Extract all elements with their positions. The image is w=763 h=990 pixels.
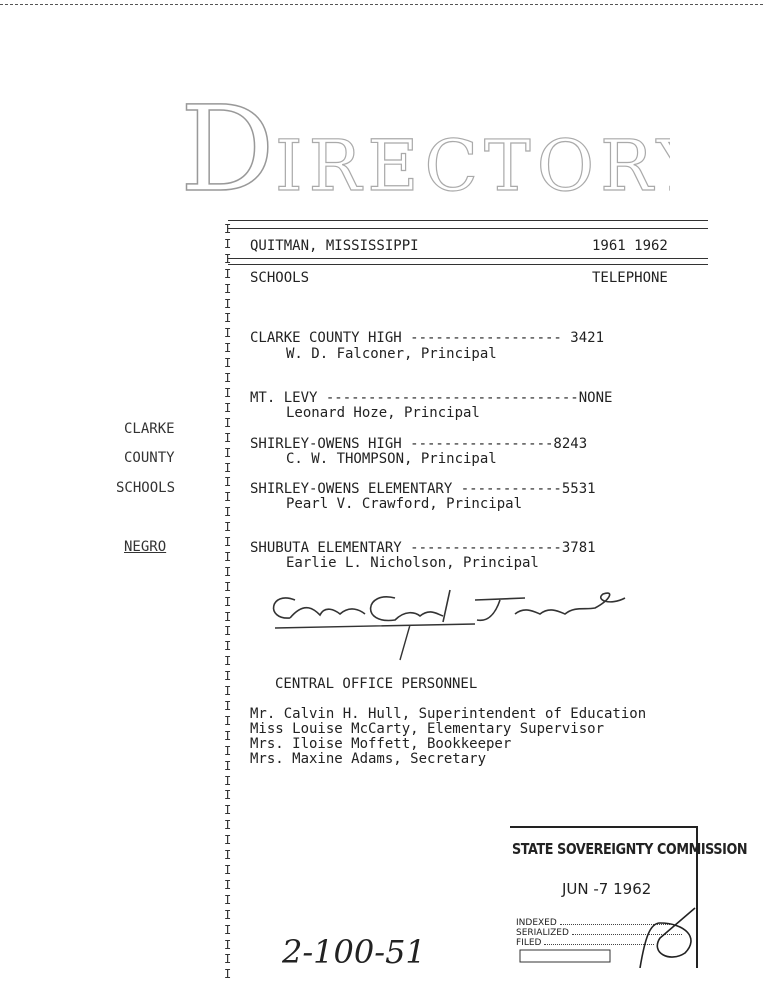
margin-marks: I I I I I I I I I I I I I I I I I I I I I I I I I I I I I I I I I I I I I I I I I I I I I I I I I I I xyxy=(224,222,232,982)
side-label-negro: NEGRO xyxy=(124,539,167,555)
page-top-border xyxy=(0,4,763,5)
handwritten-file-number xyxy=(282,925,462,975)
stamp-row-serialized-label: SERIALIZED xyxy=(516,928,569,938)
stamp-date: JUN -7 1962 xyxy=(562,880,652,898)
file-number-art xyxy=(282,925,462,975)
staff-3: Mrs. Iloise Moffett, Bookkeeper xyxy=(250,736,512,752)
signature-scribble xyxy=(265,580,645,670)
directory-masthead xyxy=(170,85,670,205)
rule-top-1 xyxy=(228,220,708,221)
handwritten-signature xyxy=(265,580,645,670)
column-schools: SCHOOLS xyxy=(250,270,310,286)
header-city: QUITMAN, MISSISSIPPI xyxy=(250,238,419,254)
staff-4: Mrs. Maxine Adams, Secretary xyxy=(250,751,487,767)
svg-text:IRECTORY: IRECTORY xyxy=(275,125,670,205)
school-line-1: CLARKE COUNTY HIGH ------------------ 3421 xyxy=(250,330,605,346)
school-principal-3: C. W. THOMPSON, Principal xyxy=(286,451,497,467)
side-label-clarke: CLARKE xyxy=(124,421,175,437)
rule-mid-2 xyxy=(228,264,708,265)
stamp-row-filed-label: FILED xyxy=(516,938,542,948)
central-office-heading: CENTRAL OFFICE PERSONNEL xyxy=(275,676,478,692)
school-line-4: SHIRLEY-OWENS ELEMENTARY ------------5531 xyxy=(250,481,596,497)
school-principal-2: Leonard Hoze, Principal xyxy=(286,405,480,421)
svg-text:D: D xyxy=(180,85,275,205)
staff-1: Mr. Calvin H. Hull, Superintendent of Education xyxy=(250,706,647,722)
rule-mid-1 xyxy=(228,258,708,259)
side-label-schools: SCHOOLS xyxy=(116,480,176,496)
school-principal-4: Pearl V. Crawford, Principal xyxy=(286,496,523,512)
rule-top-2 xyxy=(228,228,708,229)
stamp-title: STATE SOVEREIGNTY COMMISSION xyxy=(512,840,748,858)
side-label-county: COUNTY xyxy=(124,450,175,466)
header-year: 1961 1962 xyxy=(592,238,668,254)
school-principal-1: W. D. Falconer, Principal xyxy=(286,346,497,362)
masthead-outline-art xyxy=(170,85,670,205)
svg-text:2-100-51: 2-100-51 xyxy=(282,933,426,971)
school-line-2: MT. LEVY ------------------------------NONE xyxy=(250,390,613,406)
stamp-initials-scribble xyxy=(510,828,696,968)
commission-stamp xyxy=(510,826,748,968)
stamp-row-indexed-label: INDEXED xyxy=(516,918,557,928)
school-principal-5: Earlie L. Nicholson, Principal xyxy=(286,555,539,571)
school-line-3: SHIRLEY-OWENS HIGH -----------------8243 xyxy=(250,436,588,452)
column-telephone: TELEPHONE xyxy=(592,270,668,286)
staff-2: Miss Louise McCarty, Elementary Supervisor xyxy=(250,721,605,737)
school-line-5: SHUBUTA ELEMENTARY ------------------3781 xyxy=(250,540,596,556)
